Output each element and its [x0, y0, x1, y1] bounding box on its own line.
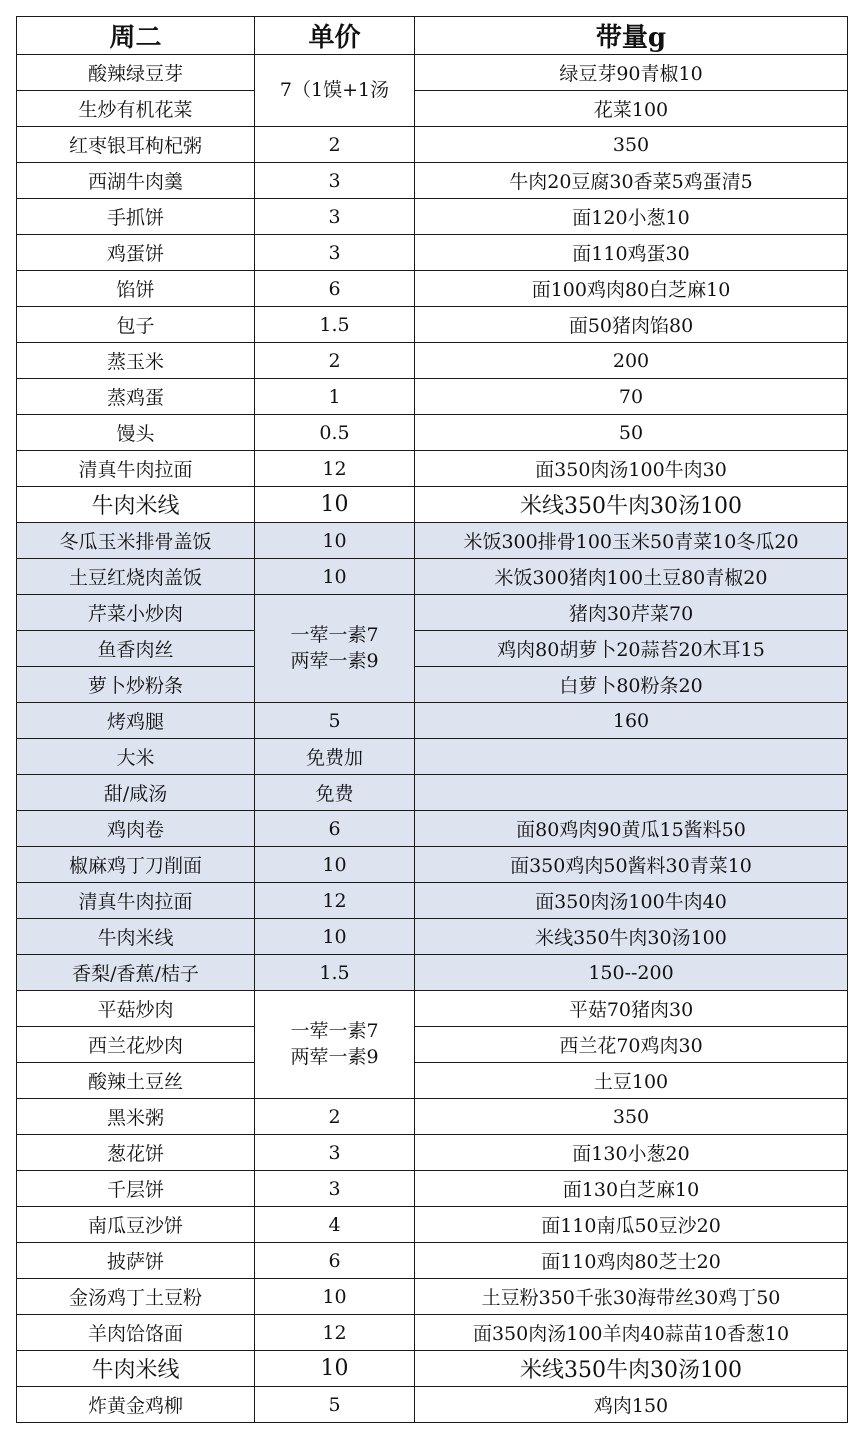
table-row [17, 1387, 848, 1423]
unit-price: 3 [255, 199, 415, 235]
header-amount: 带量g [415, 17, 848, 55]
unit-price: 一荤一素7 两荤一素9 [255, 595, 415, 703]
dish-name: 牛肉米线 [17, 919, 255, 955]
portion-amount: 面110鸡蛋30 [415, 235, 848, 271]
table-row [17, 379, 848, 415]
portion-amount: 米线350牛肉30汤100 [415, 919, 848, 955]
menu-table [16, 16, 848, 1423]
portion-amount: 绿豆芽90青椒10 [415, 55, 848, 91]
dish-name: 蒸鸡蛋 [17, 379, 255, 415]
table-row [17, 631, 848, 667]
unit-price: 2 [255, 127, 415, 163]
dish-name: 清真牛肉拉面 [17, 451, 255, 487]
dish-name: 冬瓜玉米排骨盖饭 [17, 523, 255, 559]
unit-price: 12 [255, 1315, 415, 1351]
dish-name: 清真牛肉拉面 [17, 883, 255, 919]
unit-price: 7（1馍+1汤 [255, 55, 415, 127]
header-row [17, 17, 848, 55]
table-row [17, 1315, 848, 1351]
portion-amount: 牛肉20豆腐30香菜5鸡蛋清5 [415, 163, 848, 199]
dish-name: 牛肉米线 [17, 487, 255, 523]
table-row [17, 343, 848, 379]
portion-amount: 米线350牛肉30汤100 [415, 1351, 848, 1387]
unit-price: 免费加 [255, 739, 415, 775]
table-row [17, 199, 848, 235]
table-row [17, 487, 848, 523]
unit-price: 一荤一素7 两荤一素9 [255, 991, 415, 1099]
table-row [17, 55, 848, 91]
dish-name: 大米 [17, 739, 255, 775]
menu-body [17, 55, 848, 1423]
dish-name: 土豆红烧肉盖饭 [17, 559, 255, 595]
unit-price: 10 [255, 1279, 415, 1315]
portion-amount: 米饭300排骨100玉米50青菜10冬瓜20 [415, 523, 848, 559]
table-row [17, 559, 848, 595]
dish-name: 芹菜小炒肉 [17, 595, 255, 631]
unit-price: 免费 [255, 775, 415, 811]
dish-name: 平菇炒肉 [17, 991, 255, 1027]
table-row [17, 1351, 848, 1387]
table-row [17, 847, 848, 883]
portion-amount: 米线350牛肉30汤100 [415, 487, 848, 523]
table-row [17, 307, 848, 343]
unit-price: 2 [255, 1099, 415, 1135]
dish-name: 鸡肉卷 [17, 811, 255, 847]
unit-price: 6 [255, 1243, 415, 1279]
portion-amount: 350 [415, 127, 848, 163]
portion-amount: 猪肉30芹菜70 [415, 595, 848, 631]
table-row [17, 739, 848, 775]
table-row [17, 703, 848, 739]
portion-amount: 350 [415, 1099, 848, 1135]
portion-amount: 160 [415, 703, 848, 739]
table-row [17, 91, 848, 127]
dish-name: 红枣银耳枸杞粥 [17, 127, 255, 163]
portion-amount: 面350肉汤100牛肉30 [415, 451, 848, 487]
portion-amount: 200 [415, 343, 848, 379]
table-row [17, 883, 848, 919]
unit-price: 1 [255, 379, 415, 415]
unit-price: 10 [255, 1351, 415, 1387]
table-row [17, 523, 848, 559]
portion-amount [415, 775, 848, 811]
table-row [17, 1171, 848, 1207]
dish-name: 鸡蛋饼 [17, 235, 255, 271]
portion-amount: 土豆100 [415, 1063, 848, 1099]
table-row [17, 127, 848, 163]
dish-name: 蒸玉米 [17, 343, 255, 379]
dish-name: 鱼香肉丝 [17, 631, 255, 667]
dish-name: 西湖牛肉羹 [17, 163, 255, 199]
dish-name: 千层饼 [17, 1171, 255, 1207]
table-row [17, 775, 848, 811]
table-row [17, 1243, 848, 1279]
unit-price: 6 [255, 811, 415, 847]
portion-amount: 面110南瓜50豆沙20 [415, 1207, 848, 1243]
portion-amount: 面110鸡肉80芝士20 [415, 1243, 848, 1279]
dish-name: 香梨/香蕉/桔子 [17, 955, 255, 991]
unit-price: 10 [255, 559, 415, 595]
portion-amount: 面350肉汤100羊肉40蒜苗10香葱10 [415, 1315, 848, 1351]
table-row [17, 1099, 848, 1135]
unit-price: 10 [255, 847, 415, 883]
portion-amount: 鸡肉80胡萝卜20蒜苔20木耳15 [415, 631, 848, 667]
portion-amount: 土豆粉350千张30海带丝30鸡丁50 [415, 1279, 848, 1315]
header-price: 单价 [255, 17, 415, 55]
portion-amount: 西兰花70鸡肉30 [415, 1027, 848, 1063]
unit-price: 10 [255, 487, 415, 523]
portion-amount: 面350鸡肉50酱料30青菜10 [415, 847, 848, 883]
portion-amount: 70 [415, 379, 848, 415]
dish-name: 烤鸡腿 [17, 703, 255, 739]
table-row [17, 1063, 848, 1099]
unit-price: 10 [255, 523, 415, 559]
table-row [17, 811, 848, 847]
table-row [17, 415, 848, 451]
unit-price: 1.5 [255, 307, 415, 343]
portion-amount: 鸡肉150 [415, 1387, 848, 1423]
dish-name: 黑米粥 [17, 1099, 255, 1135]
table-row [17, 1207, 848, 1243]
table-row [17, 991, 848, 1027]
table-row [17, 667, 848, 703]
header-dish: 周二 [17, 17, 255, 55]
dish-name: 金汤鸡丁土豆粉 [17, 1279, 255, 1315]
dish-name: 牛肉米线 [17, 1351, 255, 1387]
unit-price: 5 [255, 703, 415, 739]
dish-name: 手抓饼 [17, 199, 255, 235]
dish-name: 酸辣土豆丝 [17, 1063, 255, 1099]
table-row [17, 1027, 848, 1063]
table-row [17, 271, 848, 307]
portion-amount: 面130小葱20 [415, 1135, 848, 1171]
dish-name: 生炒有机花菜 [17, 91, 255, 127]
unit-price: 2 [255, 343, 415, 379]
table-row [17, 451, 848, 487]
unit-price: 3 [255, 1171, 415, 1207]
table-row [17, 955, 848, 991]
unit-price: 12 [255, 451, 415, 487]
unit-price: 3 [255, 1135, 415, 1171]
unit-price: 1.5 [255, 955, 415, 991]
dish-name: 炸黄金鸡柳 [17, 1387, 255, 1423]
dish-name: 甜/咸汤 [17, 775, 255, 811]
dish-name: 葱花饼 [17, 1135, 255, 1171]
unit-price: 10 [255, 919, 415, 955]
table-row [17, 1279, 848, 1315]
portion-amount: 面120小葱10 [415, 199, 848, 235]
unit-price: 12 [255, 883, 415, 919]
table-row [17, 595, 848, 631]
unit-price: 6 [255, 271, 415, 307]
portion-amount: 面130白芝麻10 [415, 1171, 848, 1207]
dish-name: 馅饼 [17, 271, 255, 307]
unit-price: 0.5 [255, 415, 415, 451]
dish-name: 包子 [17, 307, 255, 343]
dish-name: 西兰花炒肉 [17, 1027, 255, 1063]
portion-amount: 白萝卜80粉条20 [415, 667, 848, 703]
table-row [17, 235, 848, 271]
portion-amount: 50 [415, 415, 848, 451]
portion-amount: 面350肉汤100牛肉40 [415, 883, 848, 919]
portion-amount: 平菇70猪肉30 [415, 991, 848, 1027]
table-row [17, 163, 848, 199]
portion-amount: 150--200 [415, 955, 848, 991]
portion-amount: 面80鸡肉90黄瓜15酱料50 [415, 811, 848, 847]
dish-name: 萝卜炒粉条 [17, 667, 255, 703]
portion-amount: 面50猪肉馅80 [415, 307, 848, 343]
dish-name: 馒头 [17, 415, 255, 451]
dish-name: 酸辣绿豆芽 [17, 55, 255, 91]
dish-name: 椒麻鸡丁刀削面 [17, 847, 255, 883]
unit-price: 4 [255, 1207, 415, 1243]
unit-price: 3 [255, 235, 415, 271]
table-row [17, 1135, 848, 1171]
dish-name: 南瓜豆沙饼 [17, 1207, 255, 1243]
dish-name: 披萨饼 [17, 1243, 255, 1279]
portion-amount [415, 739, 848, 775]
unit-price: 5 [255, 1387, 415, 1423]
table-row [17, 919, 848, 955]
dish-name: 羊肉饸饹面 [17, 1315, 255, 1351]
portion-amount: 花菜100 [415, 91, 848, 127]
unit-price: 3 [255, 163, 415, 199]
portion-amount: 米饭300猪肉100土豆80青椒20 [415, 559, 848, 595]
portion-amount: 面100鸡肉80白芝麻10 [415, 271, 848, 307]
